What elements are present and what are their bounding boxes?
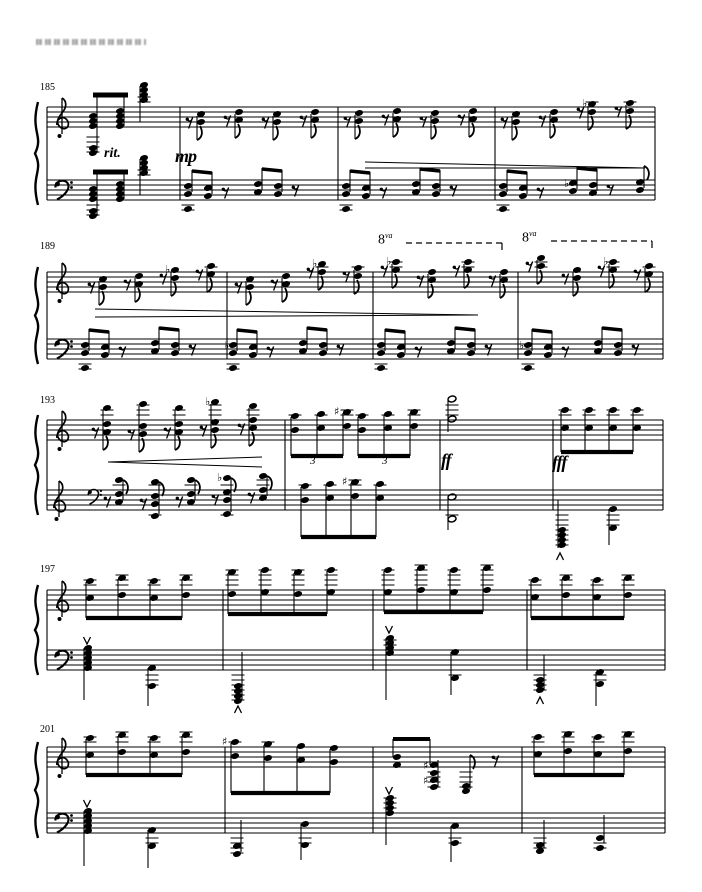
svg-text:♭: ♭: [603, 255, 609, 268]
octave-8va-mark-1: [378, 232, 393, 248]
svg-text:♭: ♭: [165, 263, 171, 276]
tempo-rit-marking: rit.: [104, 146, 121, 161]
svg-text:♭: ♭: [582, 97, 588, 110]
svg-text:♭: ♭: [205, 395, 211, 408]
measure-number-201: 201: [40, 724, 55, 735]
measure-number-189: 189: [40, 241, 55, 252]
measure-number-197: 197: [40, 564, 55, 575]
svg-text:♭: ♭: [312, 257, 318, 270]
svg-text:♭: ♭: [217, 471, 223, 484]
svg-text:♭: ♭: [564, 177, 570, 190]
octave-va: va: [385, 231, 393, 240]
svg-text:♭: ♭: [224, 339, 230, 352]
dynamic-ff: ff: [441, 450, 451, 470]
octave-8va-mark-2: [522, 230, 537, 246]
dynamic-mp: mp: [175, 146, 197, 166]
octave-8: 8: [522, 230, 529, 246]
octave-va: va: [529, 229, 537, 238]
svg-text:♯: ♯: [342, 475, 348, 488]
svg-text:♭: ♭: [519, 339, 525, 352]
svg-text:♯: ♯: [423, 759, 429, 772]
octave-8: 8: [378, 232, 385, 248]
triplet-number-1: 3: [310, 455, 316, 467]
svg-text:♯: ♯: [334, 405, 340, 418]
svg-text:♭: ♭: [386, 255, 392, 268]
measure-number-185: 185: [40, 82, 55, 93]
svg-text:♯: ♯: [222, 735, 228, 748]
measure-number-193: 193: [40, 395, 55, 406]
triplet-number-2: 3: [382, 455, 388, 467]
svg-text:♯: ♯: [423, 774, 429, 787]
dynamic-fff: fff: [552, 452, 567, 472]
